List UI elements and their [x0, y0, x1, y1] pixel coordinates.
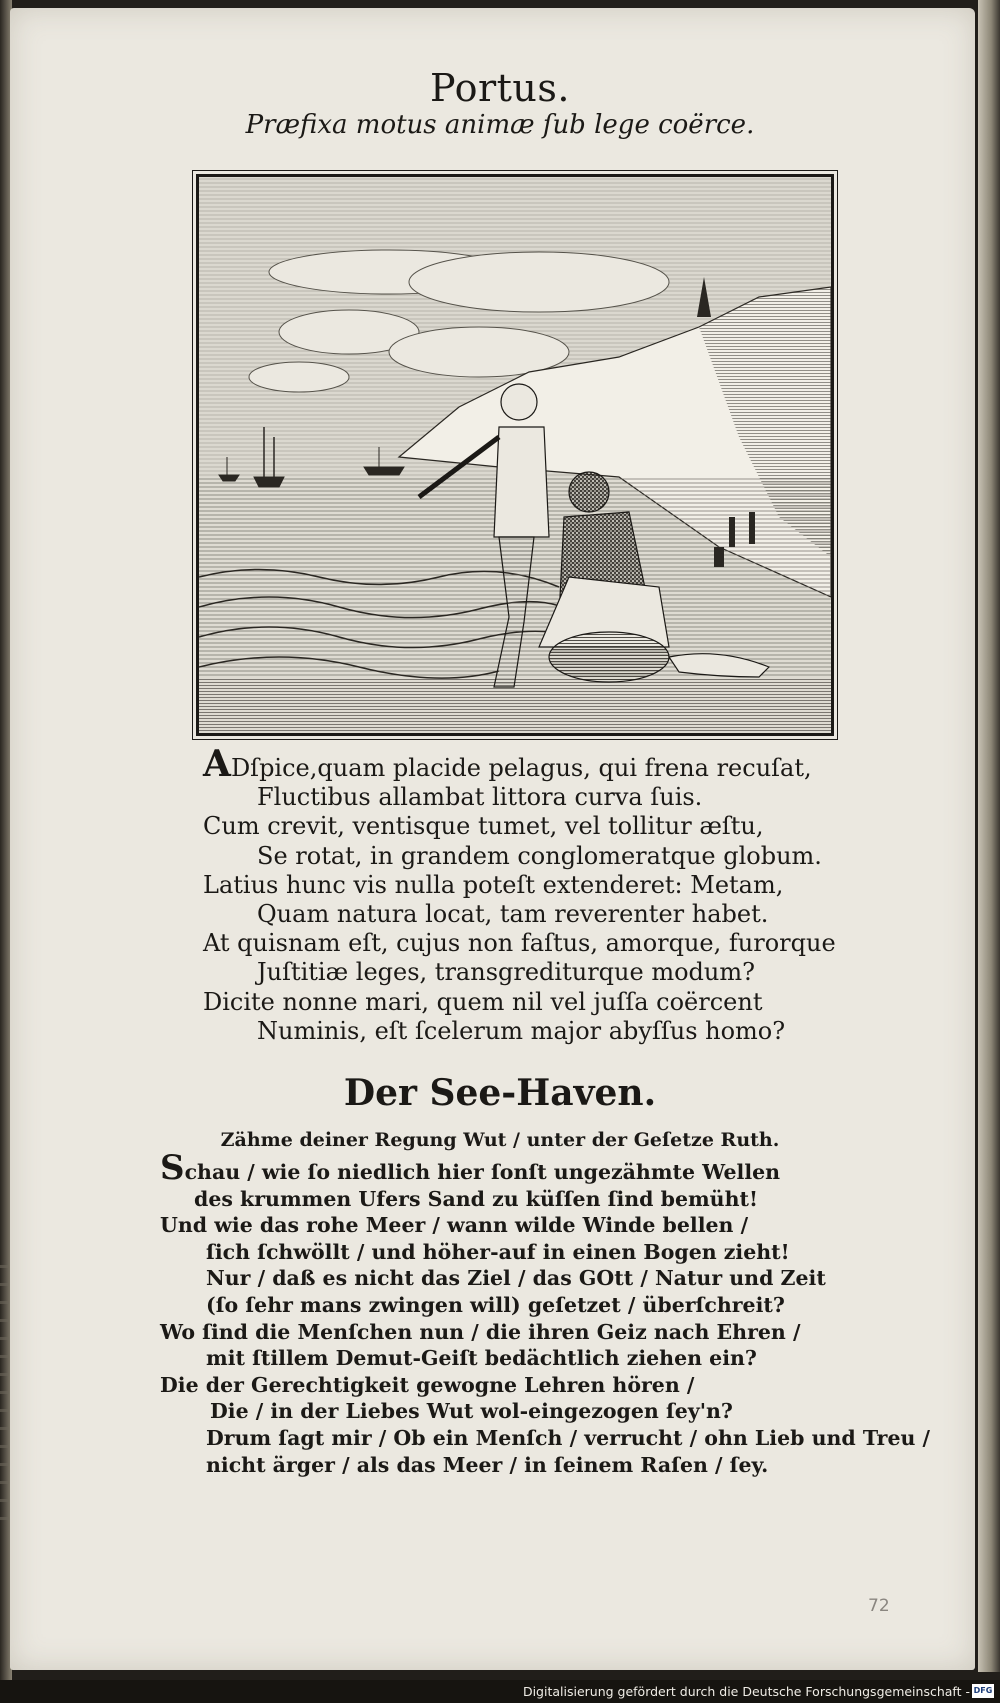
latin-line: Fluctibus allambat littora curva ſuis. [257, 783, 703, 812]
engraving-illustration [196, 174, 834, 736]
german-line: Wo ſind die Menſchen nun / die ihren Geiz nach Ehren / [160, 1319, 801, 1344]
footer-bar [0, 1680, 1000, 1703]
latin-line: At quisnam eſt, cujus non faſtus, amorque, furorque [203, 929, 836, 958]
german-motto: Zähme deiner Regung Wut / unter der Geſetze Ruth. [220, 1129, 780, 1151]
harbor-engraving-image [199, 177, 831, 733]
latin-poem [203, 743, 836, 1046]
german-line [160, 1148, 860, 1188]
drop-cap: S [160, 1148, 185, 1188]
latin-line: Juſtitiæ leges, transgrediturque modum? [257, 958, 755, 987]
latin-line: Se rotat, in grandem conglomeratque globum. [257, 841, 822, 870]
poem-text: Dſpice,quam placide pelagus, qui frena recuſat, [230, 754, 812, 782]
handwritten-page-number: 72 [868, 1596, 890, 1616]
german-line: Die der Gerechtigkeit gewogne Lehren hören / [160, 1372, 695, 1397]
latin-line: Quam natura locat, tam reverenter habet. [257, 900, 769, 929]
page-stack-edge [978, 0, 1000, 1672]
german-poem [160, 1148, 931, 1478]
german-title: Der See-Haven. [343, 1072, 657, 1114]
german-line: Und wie das rohe Meer / wann wilde Winde bellen / [160, 1213, 749, 1238]
page-title: Portus. [430, 66, 570, 110]
german-line: mit ſtillem Demut-Geiſt bedächtlich ziehen ein? [206, 1346, 757, 1371]
german-line: Die / in der Liebes Wut wol-eingezogen ſey'n? [210, 1399, 733, 1424]
margin-marks [0, 1265, 8, 1535]
german-line: nicht ärger / als das Meer / in ſeinem Raſen / ſey. [206, 1452, 769, 1477]
latin-line: Latius hunc vis nulla poteſt extenderet: Metam, [203, 870, 784, 899]
latin-motto: Præfixa motus animæ ſub lege coërce. [245, 110, 755, 140]
german-line: ſich ſchwöllt / und höher-auf in einen Bogen zieht! [206, 1239, 790, 1264]
dfg-logo: DFG [972, 1684, 994, 1698]
latin-line: Dicite nonne mari, quem nil vel juſſa coërcent [203, 987, 763, 1016]
funding-credit: Digitalisierung gefördert durch die Deutsche Forschungsgemeinschaft - [522, 1684, 970, 1699]
german-line: Nur / daß es nicht das Ziel / das GOtt / Natur und Zeit [206, 1266, 826, 1291]
latin-line: Cum crevit, ventisque tumet, vel tollitur æſtu, [203, 812, 764, 841]
german-line: des krummen Ufers Sand zu küſſen ſind bemüht! [194, 1186, 758, 1211]
poem-text: chau / wie ſo niedlich hier ſonſt ungezähmte Wellen [184, 1160, 781, 1184]
german-line: Drum ſagt mir / Ob ein Menſch / verrucht / ohn Lieb und Treu / [206, 1425, 931, 1450]
latin-line [203, 743, 823, 785]
drop-cap: A [203, 743, 231, 785]
german-line: (ſo ſehr mans zwingen will) geſetzet / überſchreit? [206, 1292, 785, 1317]
latin-line: Numinis, eſt ſcelerum major abyſſus homo? [257, 1016, 786, 1045]
